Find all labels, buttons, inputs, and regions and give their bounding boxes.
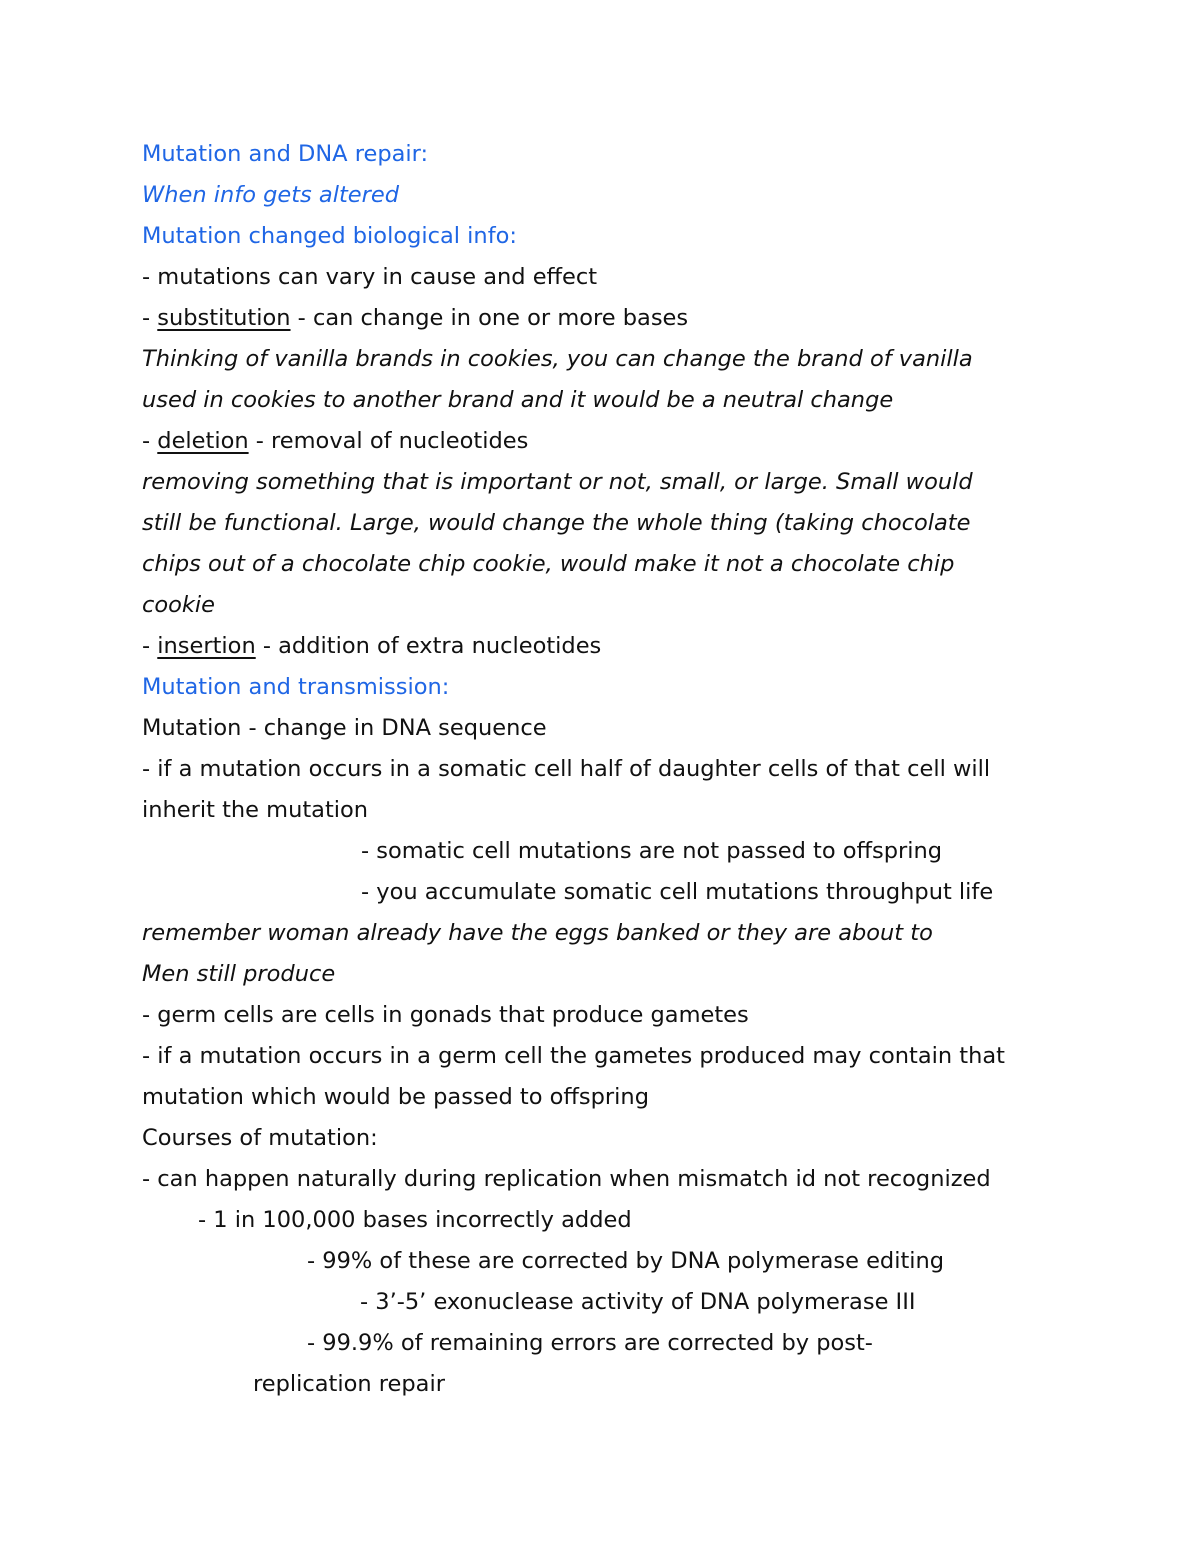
term-definition: - addition of extra nucleotides bbox=[255, 633, 602, 659]
subheading-info-altered: When info gets altered bbox=[142, 182, 400, 208]
text-line: Courses of mutation: bbox=[142, 1125, 378, 1151]
note-line: remember woman already have the eggs banked or they are about to bbox=[142, 920, 933, 946]
bullet-dash: - bbox=[142, 305, 158, 331]
bullet-dash: - bbox=[142, 428, 158, 454]
sub-bullet-line: - 3’-5’ exonuclease activity of DNA polymerase III bbox=[360, 1289, 916, 1315]
sub-bullet-line: - 99% of these are corrected by DNA polymerase editing bbox=[307, 1248, 945, 1274]
insertion-line bbox=[142, 626, 1072, 667]
sub-bullet-line: - you accumulate somatic cell mutations throughput life bbox=[361, 879, 994, 905]
sub-bullet-line: - 1 in 100,000 bases incorrectly added bbox=[198, 1207, 632, 1233]
term-deletion: deletion bbox=[157, 428, 249, 454]
text-line: - if a mutation occurs in a somatic cell half of daughter cells of that cell will bbox=[142, 756, 991, 782]
term-definition: - can change in one or more bases bbox=[290, 305, 689, 331]
bullet-dash: - bbox=[142, 633, 158, 659]
term-insertion: insertion bbox=[157, 633, 256, 659]
sub-bullet-line: replication repair bbox=[253, 1371, 445, 1397]
text-line: inherit the mutation bbox=[142, 797, 369, 823]
note-line: chips out of a chocolate chip cookie, would make it not a chocolate chip bbox=[142, 551, 955, 577]
heading-mutation-dna-repair: Mutation and DNA repair: bbox=[142, 141, 429, 167]
term-substitution: substitution bbox=[157, 305, 291, 331]
substitution-line bbox=[142, 298, 1072, 339]
deletion-line bbox=[142, 421, 1072, 462]
text-line: - mutations can vary in cause and effect bbox=[142, 264, 598, 290]
text-line: - if a mutation occurs in a germ cell the gametes produced may contain that bbox=[142, 1043, 1005, 1069]
note-line: Men still produce bbox=[142, 961, 336, 987]
note-line: Thinking of vanilla brands in cookies, you can change the brand of vanilla bbox=[142, 346, 973, 372]
heading-mutation-transmission: Mutation and transmission: bbox=[142, 674, 450, 700]
heading-mutation-changed-info: Mutation changed biological info: bbox=[142, 223, 517, 249]
note-line: still be functional. Large, would change the whole thing (taking chocolate bbox=[142, 510, 971, 536]
note-line: used in cookies to another brand and it would be a neutral change bbox=[142, 387, 894, 413]
note-line: cookie bbox=[142, 592, 216, 618]
sub-bullet-line: - somatic cell mutations are not passed to offspring bbox=[361, 838, 943, 864]
term-definition: - removal of nucleotides bbox=[248, 428, 529, 454]
document-body bbox=[142, 134, 1072, 1405]
note-line: removing something that is important or not, small, or large. Small would bbox=[142, 469, 973, 495]
sub-bullet-line: - 99.9% of remaining errors are corrected by post- bbox=[307, 1330, 873, 1356]
text-line: - germ cells are cells in gonads that produce gametes bbox=[142, 1002, 749, 1028]
text-line: - can happen naturally during replication when mismatch id not recognized bbox=[142, 1166, 991, 1192]
text-line: mutation which would be passed to offspring bbox=[142, 1084, 649, 1110]
text-line: Mutation - change in DNA sequence bbox=[142, 715, 547, 741]
